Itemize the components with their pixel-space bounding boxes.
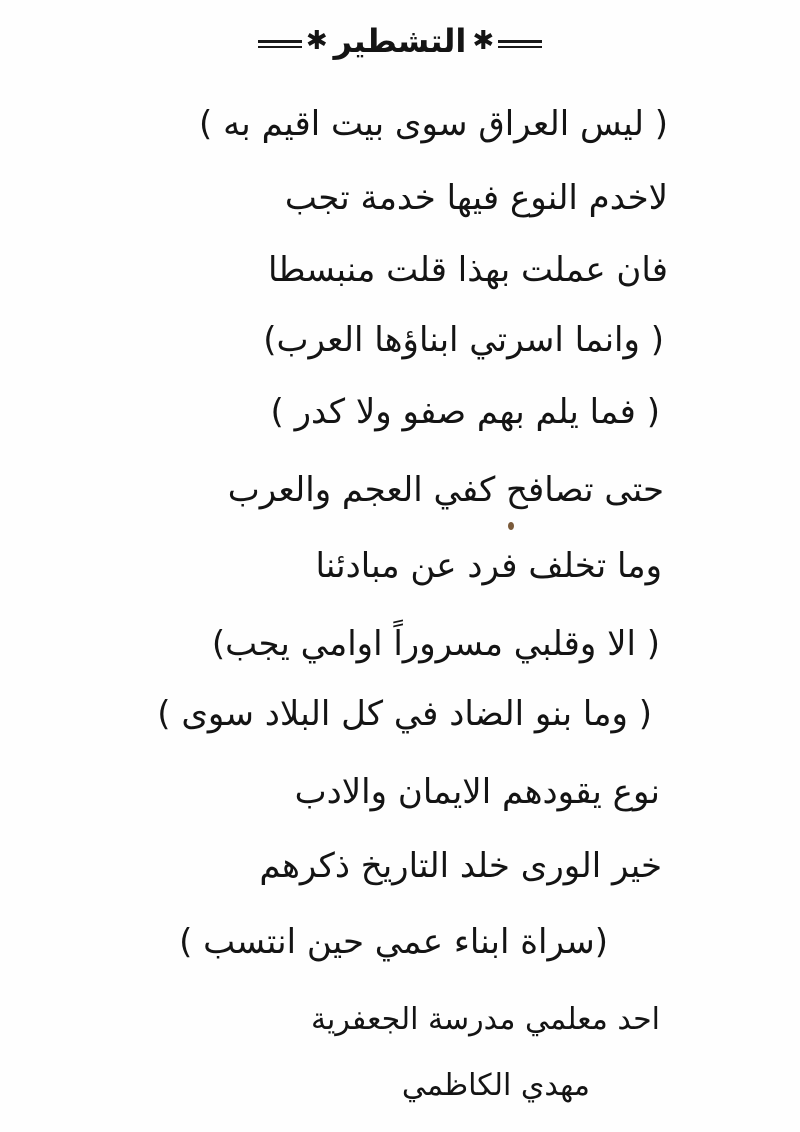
poem-title: التشطير bbox=[333, 22, 467, 60]
signature-role: احد معلمي مدرسة الجعفرية bbox=[310, 1002, 660, 1037]
heading-rule-right bbox=[498, 40, 542, 43]
ink-speck bbox=[508, 522, 514, 530]
verse-line: ( وانما اسرتي ابناؤها العرب) bbox=[263, 320, 664, 360]
verse-line: ( الا وقلبي مسروراً اوامي يجب) bbox=[211, 624, 660, 664]
signature-name: مهدي الكاظمي bbox=[401, 1068, 590, 1103]
ornament-star-icon: ✱ bbox=[472, 26, 495, 56]
verse-line: خير الورى خلد التاريخ ذكرهم bbox=[259, 846, 662, 886]
verse-line: وما تخلف فرد عن مبادئنا bbox=[315, 546, 662, 586]
verse-line: ( وما بنو الضاد في كل البلاد سوى ) bbox=[157, 694, 652, 734]
verse-line: حتى تصافح كفي العجم والعرب bbox=[227, 470, 664, 510]
verse-line: (سراة ابناء عمي حين انتسب ) bbox=[179, 922, 608, 962]
heading-rule-left bbox=[258, 40, 302, 43]
verse-line: نوع يقودهم الايمان والادب bbox=[294, 772, 660, 812]
verse-line: ( فما يلم بهم صفو ولا كدر ) bbox=[270, 392, 660, 432]
verse-line: ( ليس العراق سوى بيت اقيم به ) bbox=[199, 104, 668, 144]
verse-line: فان عملت بهذا قلت منبسطا bbox=[267, 250, 668, 290]
verse-line: لاخدم النوع فيها خدمة تجب bbox=[284, 178, 668, 218]
ornament-star-icon: ✱ bbox=[305, 26, 328, 56]
poem-heading bbox=[0, 14, 800, 68]
